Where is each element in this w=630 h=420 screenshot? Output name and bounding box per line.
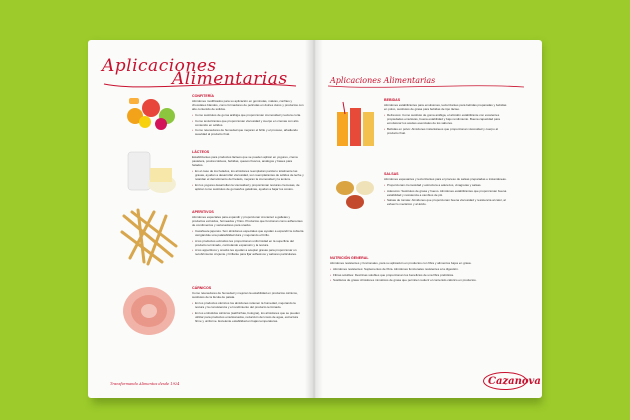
section-bebidas xyxy=(384,98,508,136)
section-heading: APERITIVOS xyxy=(192,210,214,214)
section-lacteos xyxy=(192,150,304,192)
list-item: • En los embutidos cárnicos (salchichas, bologna), los almidones que se pueden utilizar para productos emulsionados, reducción del costo de agua, estructura firme y uniforme. Excelente estabilidad en bajas temperaturas. xyxy=(192,311,304,323)
section-heading: NUTRICIÓN GENERAL xyxy=(330,256,369,260)
list-item: • Sustitutos de grasa: Almidones miméticos de grasa que permiten reducir el contenido calórico en productos. xyxy=(330,278,508,282)
right-page xyxy=(314,40,542,398)
list-item: • A los apperitivos y snacks les ayudan a aceptar grasas para proporcionar un recubrimiento crujiente y brillante para fijar adhesivos y sabores particulares. xyxy=(192,248,304,256)
section-aperitivos xyxy=(192,210,304,258)
section-intro: Almidones resistentes y funcionales, para su aplicación en productos con fibra y alimentos bajos en grasa. xyxy=(330,261,472,265)
list-item: • Bebidas en polvo: Almidones instantáneos que proporcionan viscosidad y cuerpo al producto final. xyxy=(384,127,508,135)
list-item: • Como sustitutos de goma arábiga que proporcionan cremosidad y textura corta. xyxy=(192,113,304,117)
snacks-image xyxy=(118,206,180,266)
list-item: • Aderezos: Sustitutos de grasa y huevo. Almidones estabilizantes que proporcionan buena estabilidad y resistencia a cambios de pH. xyxy=(384,189,508,197)
section-intro: Almidones modificados para su aplicación en gominolas, malvas, confites y chocolates blandos, como formadores de películas en dulces duros y productos con alto contenido de sólidos. xyxy=(192,99,304,111)
section-carnicos xyxy=(192,286,304,324)
section-heading: CÁRNICOS xyxy=(192,286,212,290)
section-heading: SALSAS xyxy=(384,172,399,176)
right-title-swoosh xyxy=(326,82,526,92)
sauces-image xyxy=(333,174,377,212)
list-item: • Cacahuete japonés. Son almidones especiales que ayudan a expandir la cubierta otorgándole una palatabilidad dura y mejorando el brillo. xyxy=(192,229,304,237)
page-title-line2: Alimentarias xyxy=(172,69,288,89)
section-heading: CONFITERÍA xyxy=(192,94,214,98)
book-gutter xyxy=(305,40,323,398)
list-item: • Proporcionan cremosidad y estructura a aderezos, vinagretas y salsas. xyxy=(384,183,508,187)
section-heading: LÁCTEOS xyxy=(192,150,210,154)
list-item: • Como retenedores de humedad que mejoran el brillo y el proceso, añadiendo suavidad al producto final. xyxy=(192,128,304,136)
brand-logo: Cazanova xyxy=(488,376,541,387)
list-item: • A los productos extruidos les proporcionan uniformidad en la superficie del producto terminado, controlando expansión y la textura. xyxy=(192,239,304,247)
list-item: • Como texturizantes que proporcionan viscosidad y cuerpo en cremas con alto contenido en sólidos. xyxy=(192,119,304,127)
dairy-image xyxy=(120,146,180,198)
footer-tagline: Transformando Alimentos desde 1924 xyxy=(110,382,180,386)
list-item: • En el caso de los helados, los almidones reemplazan parcial o totalmente las grasas, ayudan a desarrollar viscosidad, son reemplazantes de sólidos de leche y retardan el derretimiento del helado, mejoran la cremosidad y la textura. xyxy=(192,169,304,181)
meat-image xyxy=(118,282,180,340)
list-item: • Almidones resistentes: Suplementos de fibra. Almidones funcionales resistentes a la digestión. xyxy=(330,267,508,271)
drinks-image xyxy=(333,98,377,156)
candy-image xyxy=(121,90,183,132)
list-item: • Refrescos: Como sustituto de goma arábiga, el almidón estabilizante con excelentes propiedades emulsivas, buena estabilidad y bajo rendimiento. Buena capacidad para emulsionar los aceites esenciales de los sabores. xyxy=(384,113,508,125)
section-confiteria xyxy=(192,94,304,138)
list-item: • Salsas de tomate: Almidones que proporcionan buena viscosidad y resistencia al calor, al esfuerzo mecánico y al ácido. xyxy=(384,198,508,206)
section-intro: Como retenedores de humedad y mejoran la estabilidad en productos cárnicos, sustitutos de la fécula de patata. xyxy=(192,291,298,299)
right-page-title: Aplicaciones Alimentarias xyxy=(330,76,436,85)
list-item: • Fibras solubles: Dextrinas solubles que proporcionan los beneficios de una fibra prebiótica. xyxy=(330,273,508,277)
page-title-line1: Aplicaciones xyxy=(102,56,217,76)
section-intro: Almidones especiales para expandir y proporcionar crocantez a galletas y productos extruidos, horneados y fritos. Productos que funcionan como adherentes de condimentos y sazonadores para snacks. xyxy=(192,215,303,227)
list-item: • En los productos cárnicos los almidones retienen la humedad, mejorando la textura y la consistencia y el rendimiento del producto terminado. xyxy=(192,301,304,309)
section-intro: Estabilizantes para productos lácteos que se pueden aplicar en yogures, crema pastelera, postres lácteos, bebidas, quesos frescos, análogos y bases para helados. xyxy=(192,155,298,167)
section-nutricion xyxy=(330,256,508,284)
list-item: • En los yogures desarrollan la viscosidad y proporcionan texturas cremosas, de aplicar como sustitutos de gomas/los gelatinas, ayudan a bajar los costos. xyxy=(192,183,304,191)
section-intro: Almidones estabilizantes para emulsiones, texturizantes para bebidas preparadas y bebidas en polvo, sustitutos de grasa para bebidas de tipo lácteo. xyxy=(384,103,507,111)
section-intro: Almidones espesantes y texturizantes para el proceso de salsas preparadas e instantáneas. xyxy=(384,177,507,181)
section-heading: BEBIDAS xyxy=(384,98,401,102)
section-salsas xyxy=(384,172,508,208)
